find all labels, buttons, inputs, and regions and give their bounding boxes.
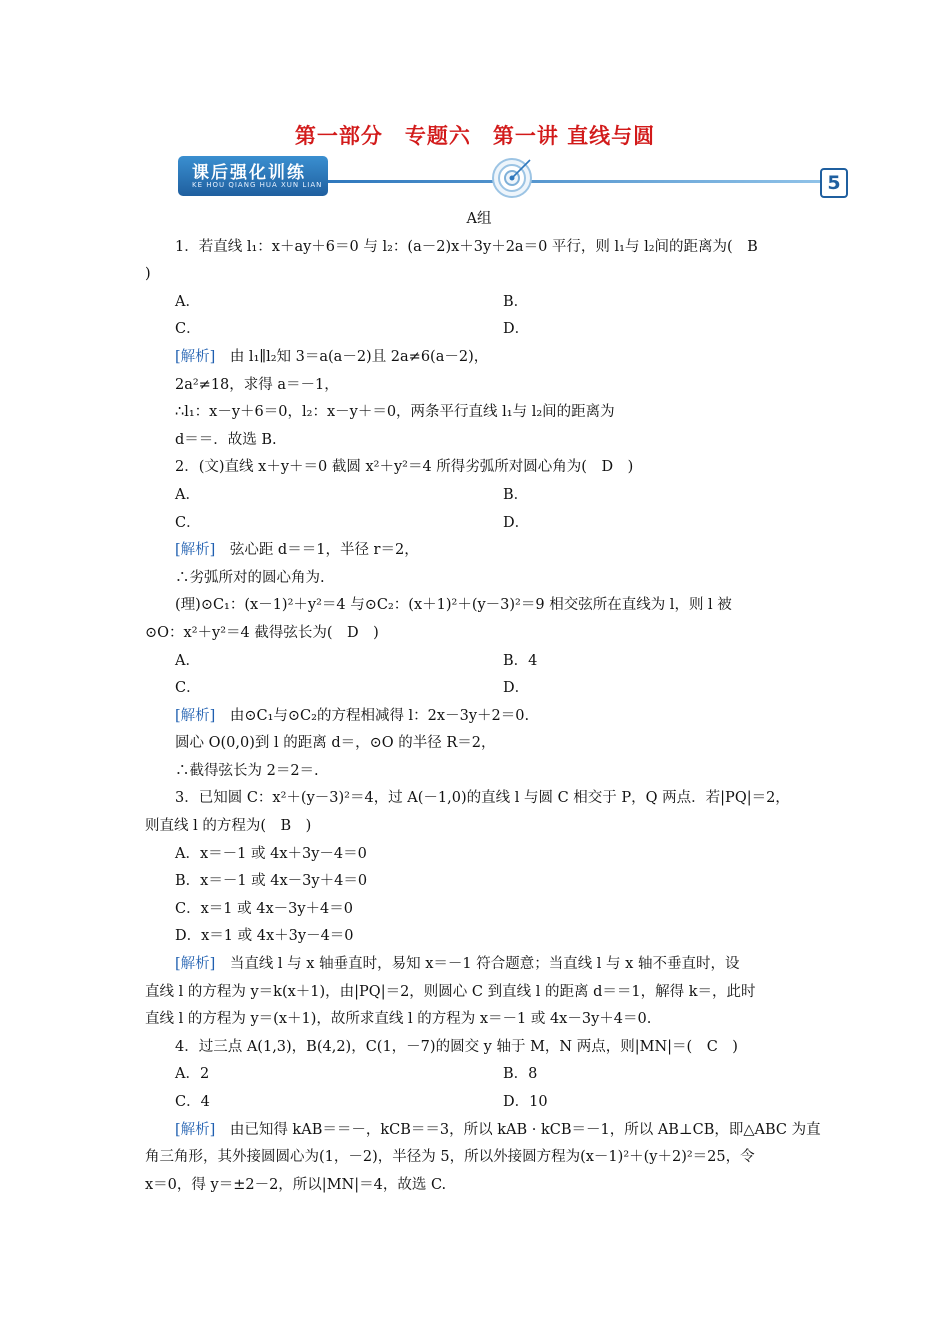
q4-solution (145, 1117, 821, 1145)
banner-divider (328, 180, 820, 183)
solution-line: 2a²≠18，求得 a＝－1， (175, 376, 339, 393)
option-d: D． (503, 321, 530, 338)
q2-stem: 2．(文)直线 x＋y＋＝0 截圆 x²＋y²＝4 所得劣弧所对圆心角为( D ) (175, 459, 634, 476)
option-b: B．8 (503, 1066, 538, 1083)
q2-options-cd (145, 510, 813, 538)
solution-text: 当直线 l 与 x 轴垂直时，易知 x＝－1 符合题意；当直线 l 与 x 轴不垂直时，设 (215, 956, 740, 973)
option-d: D． (503, 514, 530, 531)
solution-tag: [解析] (175, 348, 216, 365)
page-title: 第一部分 专题六 第一讲 直线与圆 (294, 124, 656, 148)
q1-options-cd (145, 316, 813, 344)
option-a: A． (175, 293, 200, 310)
solution-text: 由⊙C₁与⊙C₂的方程相减得 l：2x－3y＋2＝0. (215, 707, 530, 724)
section-banner (178, 156, 848, 202)
option-d: D． (503, 680, 530, 697)
option-a: A． (175, 652, 200, 669)
option-c: C． (175, 321, 201, 338)
option-a: A． (175, 486, 200, 503)
q2b-solution (145, 703, 813, 731)
q2b-options-ab (145, 648, 813, 676)
solution-tag: [解析] (175, 542, 216, 559)
option-a: A．2 (175, 1066, 210, 1083)
q2b-stem-end: ⊙O：x²＋y²＝4 截得弦长为( D ) (145, 624, 379, 641)
target-icon (490, 156, 534, 200)
banner-title: 课后强化训练 (192, 163, 306, 183)
option-d: D．x＝1 或 4x＋3y－4＝0 (175, 928, 354, 945)
solution-line: 直线 l 的方程为 y＝k(x＋1)，由|PQ|＝2，则圆心 C 到直线 l 的距离 d＝＝1，解得 k＝，此时 (145, 983, 756, 1000)
solution-text: 弦心距 d＝＝1，半径 r＝2， (215, 542, 419, 559)
solution-line: d＝＝．故选 B. (175, 431, 277, 448)
group-heading: A组 (466, 211, 492, 227)
q2b-options-cd (145, 675, 813, 703)
solution-tag: [解析] (175, 707, 216, 724)
q1-options-ab (145, 289, 813, 317)
option-b: B． (503, 486, 529, 503)
q3-solution (145, 951, 813, 979)
option-b: B．x＝－1 或 4x－3y＋4＝0 (175, 873, 368, 890)
q3-stem: 3．已知圆 C：x²＋(y－3)²＝4，过 A(－1,0)的直线 l 与圆 C 相交于 P，Q 两点．若|PQ|＝2， (175, 790, 790, 807)
solution-line: ∴截得弦长为 2＝2＝. (175, 762, 319, 779)
option-c: C．x＝1 或 4x－3y＋4＝0 (175, 900, 353, 917)
solution-text: 由 l₁∥l₂知 3＝a(a－2)且 2a≠6(a－2)， (215, 348, 489, 365)
banner-subtitle: KE HOU QIANG HUA XUN LIAN (192, 181, 323, 189)
q2-options-ab (145, 482, 813, 510)
solution-line: x＝0，得 y＝±2－2，所以|MN|＝4，故选 C. (145, 1176, 447, 1193)
solution-tag: [解析] (175, 956, 216, 973)
q3-stem-end: 则直线 l 的方程为( B ) (145, 818, 312, 835)
solution-tag: [解析] (175, 1121, 216, 1138)
option-a: A．x＝－1 或 4x＋3y－4＝0 (175, 845, 367, 862)
solution-line: 圆心 O(0,0)到 l 的距离 d＝，⊙O 的半径 R＝2， (175, 735, 496, 752)
q4-options-cd (145, 1089, 813, 1117)
option-c: C． (175, 680, 201, 697)
document-body (145, 206, 821, 1199)
q2-solution (145, 537, 813, 565)
lesson-number-badge: 5 (820, 168, 848, 198)
banner-badge (178, 156, 328, 196)
solution-line: ∴劣弧所对的圆心角为. (175, 569, 325, 586)
q4-stem: 4．过三点 A(1,3)，B(4,2)，C(1，－7)的圆交 y 轴于 M，N 两点，则|MN|＝( C ) (175, 1038, 738, 1055)
solution-text: 由已知得 kAB＝＝－，kCB＝＝3，所以 kAB · kCB＝－1，所以 AB⊥CB，即△ABC 为直 (215, 1121, 821, 1138)
q2b-stem: (理)⊙C₁：(x－1)²＋y²＝4 与⊙C₂：(x＋1)²＋(y－3)²＝9 相交弦所在直线为 l，则 l 被 (175, 597, 732, 614)
q4-options-ab (145, 1061, 813, 1089)
solution-line: ∴l₁：x－y＋6＝0，l₂：x－y＋＝0，两条平行直线 l₁与 l₂间的距离为 (175, 404, 615, 421)
option-c: C． (175, 514, 201, 531)
q1-stem-end: ) (145, 266, 151, 283)
q1-stem: 1．若直线 l₁：x＋ay＋6＝0 与 l₂：(a－2)x＋3y＋2a＝0 平行，则 l₁与 l₂间的距离为( B (175, 238, 758, 255)
solution-line: 角三角形，其外接圆圆心为(1，－2)，半径为 5，所以外接圆方程为(x－1)²＋(y＋2)²＝25，令 (145, 1149, 755, 1166)
option-d: D．10 (503, 1094, 548, 1110)
q1-solution (145, 344, 813, 372)
option-b: B．4 (503, 652, 538, 669)
option-b: B． (503, 293, 529, 310)
solution-line: 直线 l 的方程为 y＝(x＋1)，故所求直线 l 的方程为 x＝－1 或 4x－3y＋4＝0. (145, 1011, 652, 1028)
option-c: C．4 (175, 1094, 210, 1110)
